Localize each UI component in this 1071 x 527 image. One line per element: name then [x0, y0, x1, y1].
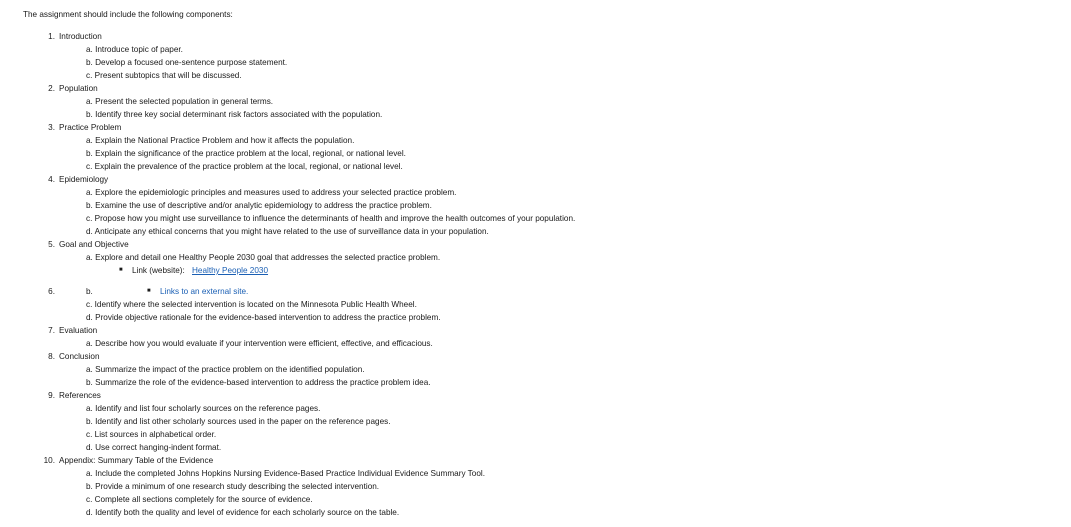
section-number: 8. — [48, 352, 55, 361]
section-title-practice-problem: Practice Problem — [59, 123, 122, 132]
list-item: a. Identify and list four scholarly sources on the reference pages. — [86, 404, 321, 413]
section-title-goal-objective: Goal and Objective — [59, 240, 129, 249]
section-title-epidemiology: Epidemiology — [59, 175, 109, 184]
section-title-introduction: Introduction — [59, 32, 102, 41]
section-title-references: References — [59, 391, 101, 400]
section-number: 7. — [48, 326, 55, 335]
section-number: 2. — [48, 84, 55, 93]
section-title-evaluation: Evaluation — [59, 326, 98, 335]
list-item: c. Complete all sections completely for the source of evidence. — [86, 495, 313, 504]
section-title-appendix: Appendix: Summary Table of the Evidence — [59, 456, 214, 465]
list-item: b. Identify and list other scholarly sources used in the paper on the reference pages. — [86, 417, 391, 426]
list-item: b. Examine the use of descriptive and/or analytic epidemiology to address the practice problem. — [86, 201, 432, 210]
list-item: a. Describe how you would evaluate if your intervention were efficient, effective, and efficacious. — [86, 339, 433, 348]
healthy-people-link[interactable]: Healthy People 2030 — [192, 266, 269, 275]
list-item: c. Present subtopics that will be discussed. — [86, 71, 242, 80]
list-item: a. Explore and detail one Healthy People 2030 goal that addresses the selected practice problem. — [86, 253, 441, 262]
list-item: a. Explain the National Practice Problem and how it affects the population. — [86, 136, 355, 145]
section-number: 9. — [48, 391, 55, 400]
list-item: b. Explain the significance of the practice problem at the local, regional, or national level. — [86, 149, 406, 158]
section-number: 6. — [48, 287, 55, 296]
list-item: d. Identify both the quality and level of evidence for each scholarly source on the table. — [86, 508, 400, 517]
list-item: b. Summarize the role of the evidence-based intervention to address the practice problem idea. — [86, 378, 431, 387]
list-item: c. List sources in alphabetical order. — [86, 430, 217, 439]
list-item: d. Anticipate any ethical concerns that you might have related to the use of surveillance data in your population. — [86, 227, 489, 236]
section-title-population: Population — [59, 84, 98, 93]
section-number: 10. — [43, 456, 55, 465]
list-item: a. Present the selected population in general terms. — [86, 97, 274, 106]
list-item: b. Identify three key social determinant risk factors associated with the population. — [86, 110, 383, 119]
list-item: a. Summarize the impact of the practice problem on the identified population. — [86, 365, 365, 374]
bullet-icon: ■ — [119, 267, 123, 273]
list-item: d. Provide objective rationale for the evidence-based intervention to address the practice problem. — [86, 313, 441, 322]
list-item: d. Use correct hanging-indent format. — [86, 443, 222, 452]
link-label: Link (website): — [132, 266, 185, 275]
list-item: a. Introduce topic of paper. — [86, 45, 183, 54]
intro-text: The assignment should include the following components: — [23, 10, 233, 19]
list-item: b. Provide a minimum of one research study describing the selected intervention. — [86, 482, 380, 491]
list-item: c. Propose how you might use surveillance to influence the determinants of health and improve the health outcomes of your population. — [86, 214, 576, 223]
section-number: 3. — [48, 123, 55, 132]
bullet-icon: ■ — [147, 288, 151, 294]
section-number: 1. — [48, 32, 55, 41]
section-number: 5. — [48, 240, 55, 249]
list-item: c. Identify where the selected intervention is located on the Minnesota Public Health Wheel. — [86, 300, 417, 309]
list-item: a. Include the completed Johns Hopkins Nursing Evidence-Based Practice Individual Evidence Summary Tool. — [86, 469, 485, 478]
section-title-conclusion: Conclusion — [59, 352, 100, 361]
list-item: a. Explore the epidemiologic principles and measures used to address your selected practice problem. — [86, 188, 457, 197]
list-item: c. Explain the prevalence of the practice problem at the local, regional, or national level. — [86, 162, 403, 171]
external-link-note[interactable]: Links to an external site. — [160, 287, 249, 296]
sub-label: b. — [86, 287, 93, 296]
list-item: b. Develop a focused one-sentence purpose statement. — [86, 58, 288, 67]
section-number: 4. — [48, 175, 55, 184]
